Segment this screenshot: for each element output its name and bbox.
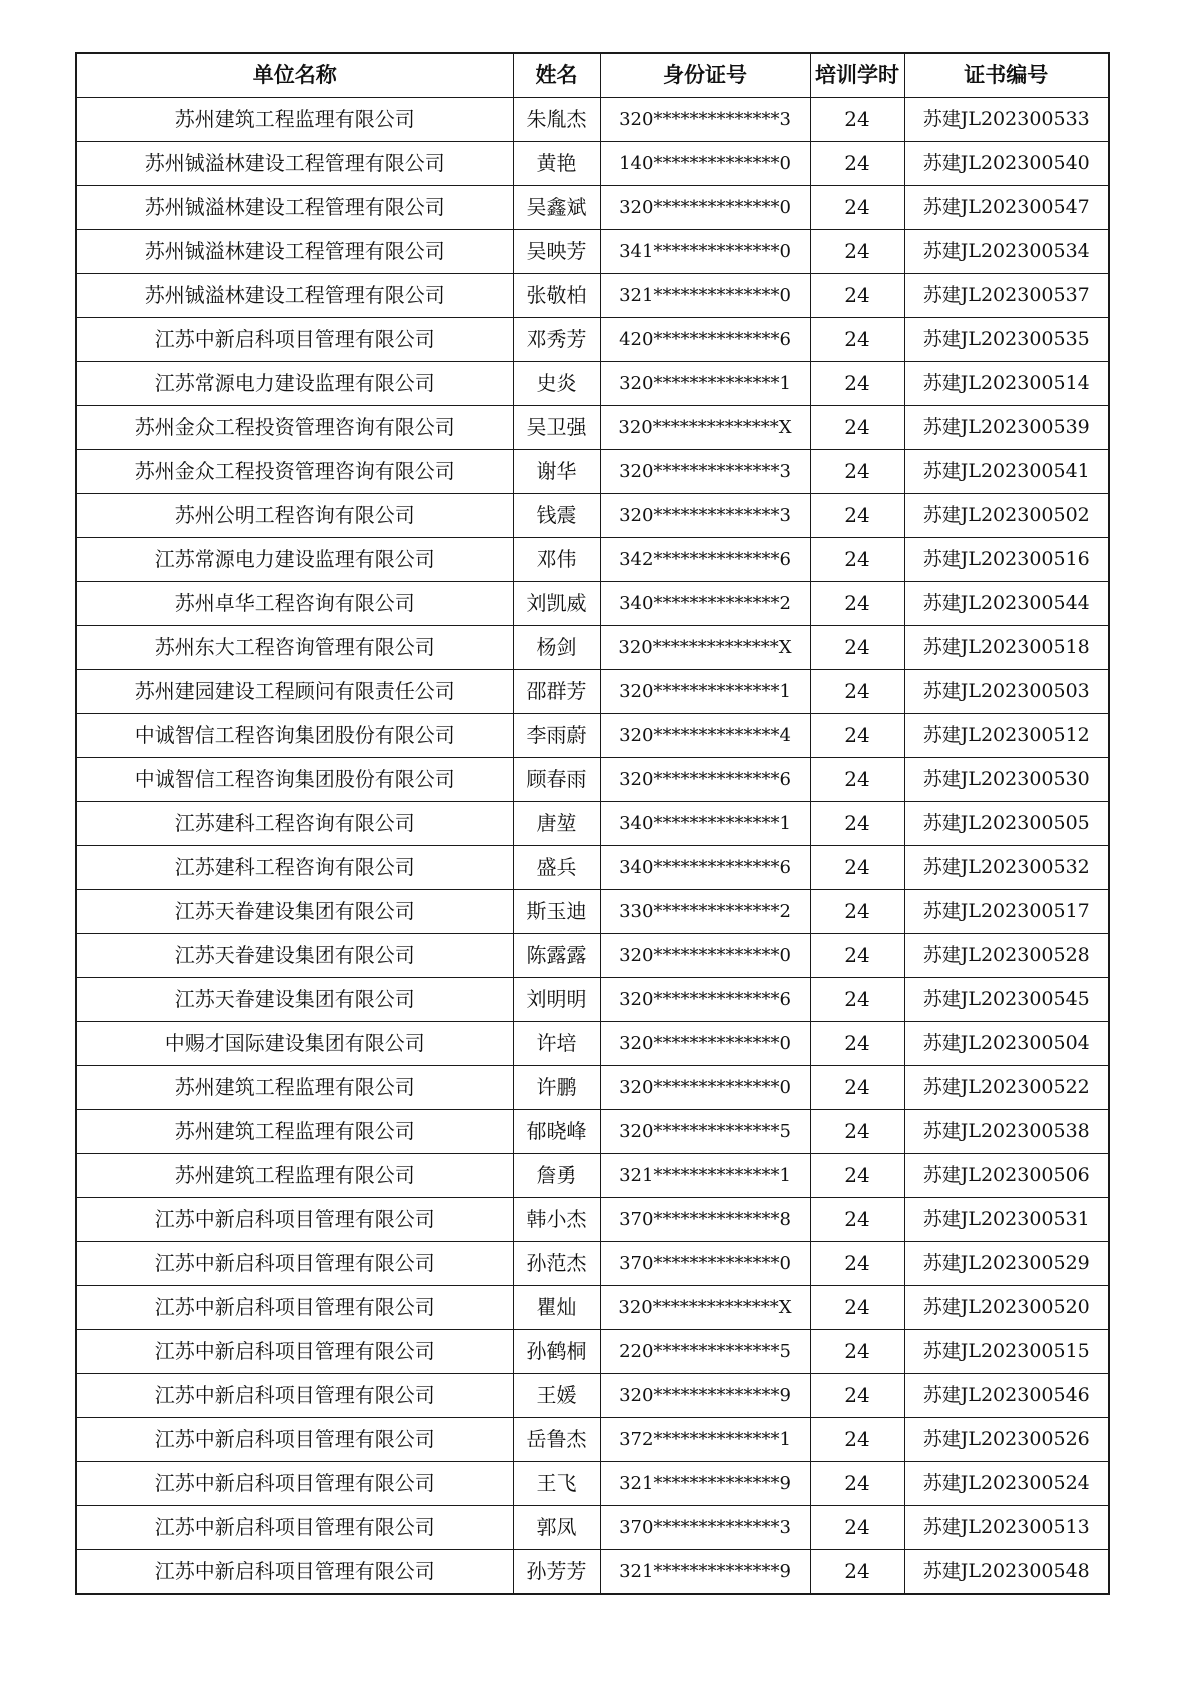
cell-unit: 苏州卓华工程咨询有限公司 (76, 582, 513, 626)
cell-unit: 苏州建筑工程监理有限公司 (76, 1066, 513, 1110)
cell-id-number: 330**************2 (600, 890, 810, 934)
cell-unit: 苏州铖溢林建设工程管理有限公司 (76, 186, 513, 230)
cell-unit: 苏州铖溢林建设工程管理有限公司 (76, 230, 513, 274)
table-row (76, 1066, 1109, 1110)
table-row (76, 406, 1109, 450)
cell-training-hours: 24 (810, 758, 904, 802)
cell-name: 黄艳 (513, 142, 600, 186)
cell-training-hours: 24 (810, 1022, 904, 1066)
cell-id-number: 320**************1 (600, 670, 810, 714)
cell-unit: 苏州建筑工程监理有限公司 (76, 1110, 513, 1154)
cell-unit: 江苏中新启科项目管理有限公司 (76, 1418, 513, 1462)
cell-id-number: 320**************4 (600, 714, 810, 758)
cell-certificate-number: 苏建JL202300524 (904, 1462, 1109, 1506)
table-row (76, 1462, 1109, 1506)
cell-id-number: 420**************6 (600, 318, 810, 362)
cell-name: 顾春雨 (513, 758, 600, 802)
header-name: 姓名 (513, 53, 600, 98)
cell-id-number: 321**************9 (600, 1550, 810, 1595)
cell-id-number: 320**************0 (600, 186, 810, 230)
cell-unit: 中赐才国际建设集团有限公司 (76, 1022, 513, 1066)
cell-id-number: 370**************0 (600, 1242, 810, 1286)
cell-certificate-number: 苏建JL202300512 (904, 714, 1109, 758)
cell-training-hours: 24 (810, 890, 904, 934)
table-body (76, 98, 1109, 1595)
cell-training-hours: 24 (810, 186, 904, 230)
cell-name: 李雨蔚 (513, 714, 600, 758)
table-row (76, 98, 1109, 142)
cell-unit: 江苏建科工程咨询有限公司 (76, 802, 513, 846)
cell-certificate-number: 苏建JL202300516 (904, 538, 1109, 582)
cell-name: 孙范杰 (513, 1242, 600, 1286)
cell-certificate-number: 苏建JL202300514 (904, 362, 1109, 406)
cell-training-hours: 24 (810, 1198, 904, 1242)
cell-training-hours: 24 (810, 406, 904, 450)
cell-certificate-number: 苏建JL202300522 (904, 1066, 1109, 1110)
cell-unit: 苏州东大工程咨询管理有限公司 (76, 626, 513, 670)
cell-unit: 苏州金众工程投资管理咨询有限公司 (76, 406, 513, 450)
cell-name: 刘明明 (513, 978, 600, 1022)
cell-training-hours: 24 (810, 670, 904, 714)
cell-name: 史炎 (513, 362, 600, 406)
table-row (76, 230, 1109, 274)
cell-unit: 中诚智信工程咨询集团股份有限公司 (76, 758, 513, 802)
cell-name: 岳鲁杰 (513, 1418, 600, 1462)
cell-certificate-number: 苏建JL202300538 (904, 1110, 1109, 1154)
cell-unit: 苏州金众工程投资管理咨询有限公司 (76, 450, 513, 494)
cell-id-number: 340**************6 (600, 846, 810, 890)
cell-training-hours: 24 (810, 1418, 904, 1462)
header-unit: 单位名称 (76, 53, 513, 98)
cell-name: 张敬柏 (513, 274, 600, 318)
cell-certificate-number: 苏建JL202300541 (904, 450, 1109, 494)
cell-training-hours: 24 (810, 274, 904, 318)
table-row (76, 714, 1109, 758)
table-row (76, 538, 1109, 582)
cell-id-number: 320**************6 (600, 978, 810, 1022)
cell-unit: 苏州铖溢林建设工程管理有限公司 (76, 142, 513, 186)
cell-unit: 江苏天眷建设集团有限公司 (76, 978, 513, 1022)
cell-name: 韩小杰 (513, 1198, 600, 1242)
cell-id-number: 372**************1 (600, 1418, 810, 1462)
cell-certificate-number: 苏建JL202300545 (904, 978, 1109, 1022)
cell-id-number: 320**************1 (600, 362, 810, 406)
cell-training-hours: 24 (810, 230, 904, 274)
cell-name: 杨剑 (513, 626, 600, 670)
cell-name: 瞿灿 (513, 1286, 600, 1330)
table-row (76, 494, 1109, 538)
cell-id-number: 370**************8 (600, 1198, 810, 1242)
table-row (76, 670, 1109, 714)
cell-training-hours: 24 (810, 1550, 904, 1595)
table-row (76, 758, 1109, 802)
cell-id-number: 320**************3 (600, 494, 810, 538)
table-row (76, 978, 1109, 1022)
cell-certificate-number: 苏建JL202300513 (904, 1506, 1109, 1550)
cell-name: 邓秀芳 (513, 318, 600, 362)
cell-name: 斯玉迪 (513, 890, 600, 934)
cell-training-hours: 24 (810, 1330, 904, 1374)
table-row (76, 318, 1109, 362)
table-row (76, 802, 1109, 846)
cell-certificate-number: 苏建JL202300539 (904, 406, 1109, 450)
cell-training-hours: 24 (810, 318, 904, 362)
cell-certificate-number: 苏建JL202300504 (904, 1022, 1109, 1066)
cell-unit: 苏州建筑工程监理有限公司 (76, 1154, 513, 1198)
table-row (76, 1374, 1109, 1418)
cell-unit: 江苏中新启科项目管理有限公司 (76, 1506, 513, 1550)
cell-unit: 江苏建科工程咨询有限公司 (76, 846, 513, 890)
cell-name: 王飞 (513, 1462, 600, 1506)
cell-unit: 苏州公明工程咨询有限公司 (76, 494, 513, 538)
table-row (76, 1506, 1109, 1550)
cell-name: 邓伟 (513, 538, 600, 582)
certificate-table (75, 52, 1110, 1595)
cell-name: 陈露露 (513, 934, 600, 978)
cell-id-number: 320**************X (600, 626, 810, 670)
cell-certificate-number: 苏建JL202300534 (904, 230, 1109, 274)
cell-id-number: 320**************5 (600, 1110, 810, 1154)
table-row (76, 582, 1109, 626)
cell-training-hours: 24 (810, 978, 904, 1022)
cell-unit: 苏州建筑工程监理有限公司 (76, 98, 513, 142)
cell-id-number: 341**************0 (600, 230, 810, 274)
cell-certificate-number: 苏建JL202300506 (904, 1154, 1109, 1198)
cell-certificate-number: 苏建JL202300532 (904, 846, 1109, 890)
cell-id-number: 321**************9 (600, 1462, 810, 1506)
cell-unit: 江苏中新启科项目管理有限公司 (76, 1550, 513, 1595)
cell-certificate-number: 苏建JL202300528 (904, 934, 1109, 978)
cell-training-hours: 24 (810, 538, 904, 582)
cell-training-hours: 24 (810, 626, 904, 670)
table-row (76, 1022, 1109, 1066)
table-row (76, 846, 1109, 890)
cell-id-number: 320**************X (600, 1286, 810, 1330)
cell-unit: 江苏中新启科项目管理有限公司 (76, 1462, 513, 1506)
cell-certificate-number: 苏建JL202300531 (904, 1198, 1109, 1242)
cell-name: 刘凯威 (513, 582, 600, 626)
cell-unit: 江苏中新启科项目管理有限公司 (76, 318, 513, 362)
cell-id-number: 320**************0 (600, 1066, 810, 1110)
cell-training-hours: 24 (810, 142, 904, 186)
cell-training-hours: 24 (810, 1110, 904, 1154)
table-row (76, 890, 1109, 934)
cell-unit: 江苏中新启科项目管理有限公司 (76, 1374, 513, 1418)
cell-certificate-number: 苏建JL202300530 (904, 758, 1109, 802)
cell-unit: 江苏中新启科项目管理有限公司 (76, 1330, 513, 1374)
cell-unit: 中诚智信工程咨询集团股份有限公司 (76, 714, 513, 758)
table-row (76, 362, 1109, 406)
header-cert: 证书编号 (904, 53, 1109, 98)
cell-certificate-number: 苏建JL202300503 (904, 670, 1109, 714)
cell-unit: 江苏天眷建设集团有限公司 (76, 934, 513, 978)
cell-id-number: 320**************6 (600, 758, 810, 802)
cell-certificate-number: 苏建JL202300540 (904, 142, 1109, 186)
cell-certificate-number: 苏建JL202300526 (904, 1418, 1109, 1462)
cell-unit: 江苏常源电力建设监理有限公司 (76, 362, 513, 406)
table-row (76, 142, 1109, 186)
cell-id-number: 321**************0 (600, 274, 810, 318)
table-row (76, 934, 1109, 978)
table-row (76, 1198, 1109, 1242)
cell-certificate-number: 苏建JL202300529 (904, 1242, 1109, 1286)
cell-unit: 江苏中新启科项目管理有限公司 (76, 1198, 513, 1242)
table-row (76, 1550, 1109, 1595)
cell-name: 谢华 (513, 450, 600, 494)
cell-unit: 江苏中新启科项目管理有限公司 (76, 1242, 513, 1286)
cell-name: 吴鑫斌 (513, 186, 600, 230)
cell-id-number: 140**************0 (600, 142, 810, 186)
table-row (76, 1110, 1109, 1154)
cell-certificate-number: 苏建JL202300548 (904, 1550, 1109, 1595)
cell-certificate-number: 苏建JL202300546 (904, 1374, 1109, 1418)
table-row (76, 1242, 1109, 1286)
cell-id-number: 320**************3 (600, 450, 810, 494)
cell-training-hours: 24 (810, 1066, 904, 1110)
cell-certificate-number: 苏建JL202300533 (904, 98, 1109, 142)
cell-training-hours: 24 (810, 1506, 904, 1550)
cell-id-number: 320**************0 (600, 934, 810, 978)
cell-id-number: 220**************5 (600, 1330, 810, 1374)
cell-training-hours: 24 (810, 802, 904, 846)
cell-training-hours: 24 (810, 934, 904, 978)
cell-name: 孙鹤桐 (513, 1330, 600, 1374)
cell-name: 吴卫强 (513, 406, 600, 450)
cell-certificate-number: 苏建JL202300515 (904, 1330, 1109, 1374)
cell-unit: 苏州建园建设工程顾问有限责任公司 (76, 670, 513, 714)
cell-certificate-number: 苏建JL202300544 (904, 582, 1109, 626)
table-row (76, 186, 1109, 230)
cell-certificate-number: 苏建JL202300502 (904, 494, 1109, 538)
cell-training-hours: 24 (810, 1154, 904, 1198)
cell-name: 孙芳芳 (513, 1550, 600, 1595)
cell-id-number: 370**************3 (600, 1506, 810, 1550)
cell-unit: 江苏天眷建设集团有限公司 (76, 890, 513, 934)
cell-training-hours: 24 (810, 714, 904, 758)
cell-certificate-number: 苏建JL202300518 (904, 626, 1109, 670)
cell-name: 郁晓峰 (513, 1110, 600, 1154)
cell-training-hours: 24 (810, 1374, 904, 1418)
table-row (76, 1154, 1109, 1198)
cell-training-hours: 24 (810, 450, 904, 494)
cell-name: 许鹏 (513, 1066, 600, 1110)
cell-name: 唐堃 (513, 802, 600, 846)
cell-training-hours: 24 (810, 846, 904, 890)
cell-id-number: 320**************3 (600, 98, 810, 142)
cell-training-hours: 24 (810, 1286, 904, 1330)
cell-name: 王媛 (513, 1374, 600, 1418)
cell-training-hours: 24 (810, 1462, 904, 1506)
cell-name: 吴映芳 (513, 230, 600, 274)
table-header-row (76, 53, 1109, 98)
cell-name: 邵群芳 (513, 670, 600, 714)
cell-id-number: 320**************0 (600, 1022, 810, 1066)
cell-id-number: 342**************6 (600, 538, 810, 582)
header-id: 身份证号 (600, 53, 810, 98)
cell-id-number: 340**************2 (600, 582, 810, 626)
table-row (76, 450, 1109, 494)
cell-id-number: 321**************1 (600, 1154, 810, 1198)
cell-certificate-number: 苏建JL202300520 (904, 1286, 1109, 1330)
cell-name: 詹勇 (513, 1154, 600, 1198)
cell-certificate-number: 苏建JL202300505 (904, 802, 1109, 846)
cell-name: 朱胤杰 (513, 98, 600, 142)
cell-name: 钱震 (513, 494, 600, 538)
cell-id-number: 340**************1 (600, 802, 810, 846)
cell-name: 许培 (513, 1022, 600, 1066)
cell-unit: 江苏中新启科项目管理有限公司 (76, 1286, 513, 1330)
cell-name: 郭凤 (513, 1506, 600, 1550)
cell-name: 盛兵 (513, 846, 600, 890)
cell-certificate-number: 苏建JL202300517 (904, 890, 1109, 934)
cell-unit: 江苏常源电力建设监理有限公司 (76, 538, 513, 582)
cell-certificate-number: 苏建JL202300547 (904, 186, 1109, 230)
cell-training-hours: 24 (810, 362, 904, 406)
cell-training-hours: 24 (810, 1242, 904, 1286)
cell-id-number: 320**************9 (600, 1374, 810, 1418)
cell-id-number: 320**************X (600, 406, 810, 450)
cell-training-hours: 24 (810, 494, 904, 538)
cell-training-hours: 24 (810, 98, 904, 142)
table-row (76, 1286, 1109, 1330)
cell-certificate-number: 苏建JL202300535 (904, 318, 1109, 362)
cell-certificate-number: 苏建JL202300537 (904, 274, 1109, 318)
cell-unit: 苏州铖溢林建设工程管理有限公司 (76, 274, 513, 318)
header-hours: 培训学时 (810, 53, 904, 98)
table-row (76, 626, 1109, 670)
table-row (76, 274, 1109, 318)
table-row (76, 1330, 1109, 1374)
cell-training-hours: 24 (810, 582, 904, 626)
table-row (76, 1418, 1109, 1462)
